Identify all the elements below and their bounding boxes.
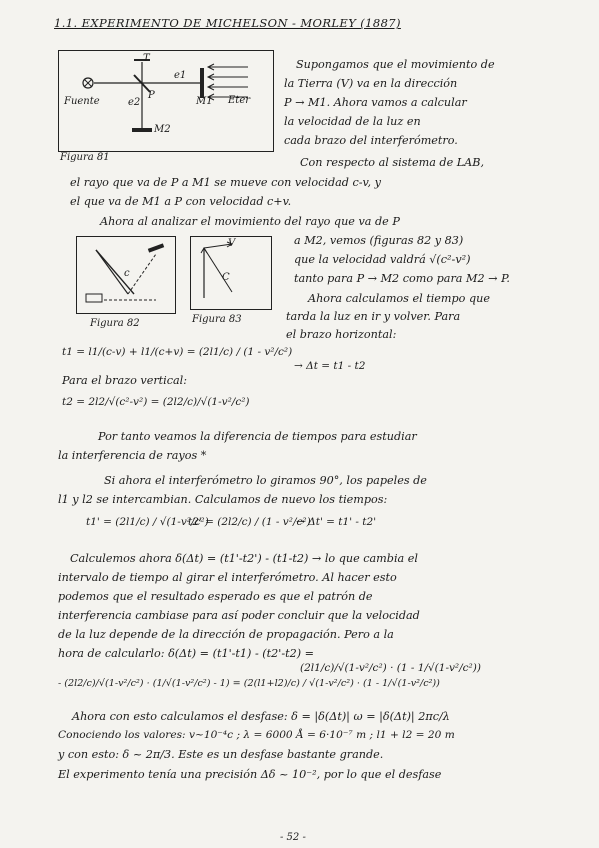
text-line: Para el brazo vertical: xyxy=(62,374,188,387)
page-title: 1.1. EXPERIMENTO DE MICHELSON - MORLEY (1887) xyxy=(54,16,401,30)
text-line: interferencia cambiase para así poder concluir que la velocidad xyxy=(58,609,420,622)
text-line: a M2, vemos (figuras 82 y 83) xyxy=(294,234,464,247)
text-line: el rayo que va de P a M1 se mueve con velocidad c-v, y xyxy=(70,176,381,189)
equation-t2-prime: t2' = (2l2/c) / (1 - v²/c²) xyxy=(188,516,311,528)
fig81-label-e1: e1 xyxy=(174,70,187,81)
equation-delta-t: → Δt = t1 - t2 xyxy=(294,360,366,372)
fig83-caption: Figura 83 xyxy=(192,314,242,325)
text-line: l1 y l2 se intercambian. Calculamos de nuevo los tiempos: xyxy=(58,493,388,506)
text-line: Si ahora el interferómetro lo giramos 90°, los papeles de xyxy=(104,474,427,487)
equation-t1-prime: t1' = (2l1/c) / √(1-v²/c²) xyxy=(86,516,209,528)
fig81-label-P: P xyxy=(148,90,155,101)
text-line: el que va de M1 a P con velocidad c+v. xyxy=(70,195,292,208)
text-line: Con respecto al sistema de LAB, xyxy=(300,156,485,169)
fig82-label-c: c xyxy=(124,268,130,279)
text-line: tarda la luz en ir y volver. Para xyxy=(286,310,461,323)
text-line: cada brazo del interferómetro. xyxy=(284,134,458,147)
text-line: tanto para P → M2 como para M2 → P. xyxy=(294,272,510,285)
equation-t1: t1 = l1/(c-v) + l1/(c+v) = (2l1/c) / (1 - v²/c²) xyxy=(62,346,293,358)
page-number: - 52 - xyxy=(280,832,306,843)
fig81-label-T: T xyxy=(143,53,150,64)
text-line: y con esto: δ ~ 2π/3. Este es un desfase bastante grande. xyxy=(58,748,384,761)
text-line: intervalo de tiempo al girar el interferómetro. Al hacer esto xyxy=(58,571,397,584)
fig81-label-eter: Eter xyxy=(228,95,251,106)
text-line: El experimento tenía una precisión Δδ ~ 10⁻², por lo que el desfase xyxy=(58,768,442,781)
text-line: Supongamos que el movimiento de xyxy=(296,58,495,71)
fig81-label-e2: e2 xyxy=(128,97,141,108)
text-line: la Tierra (V) va en la dirección xyxy=(284,77,458,90)
text-line: Por tanto veamos la diferencia de tiempos para estudiar xyxy=(98,430,417,443)
fig83-label-V: V xyxy=(228,238,236,249)
text-line: la interferencia de rayos * xyxy=(58,449,207,462)
text-line: hora de calcularlo: δ(Δt) = (t1'-t1) - (t2'-t2) = xyxy=(58,647,315,660)
text-line: Conociendo los valores: v~10⁻⁴c ; λ = 6000 Å = 6·10⁻⁷ m ; l1 + l2 = 20 m xyxy=(58,729,455,741)
equation-delta-t-prime: → Δt' = t1' - t2' xyxy=(296,516,377,528)
text-line: Ahora con esto calculamos el desfase: δ = |δ(Δt)| ω = |δ(Δt)| 2πc/λ xyxy=(72,710,450,723)
text-line: la velocidad de la luz en xyxy=(284,115,421,128)
equation-sum-1: (2l1/c)/√(1-v²/c²) · (1 - 1/√(1-v²/c²)) xyxy=(300,662,481,674)
text-line: Ahora calculamos el tiempo que xyxy=(308,292,490,305)
text-line: podemos que el resultado esperado es que el patrón de xyxy=(58,590,373,603)
fig82-caption: Figura 82 xyxy=(90,318,140,329)
equation-t2: t2 = 2l2/√(c²-v²) = (2l2/c)/√(1-v²/c²) xyxy=(62,396,250,408)
text-line: el brazo horizontal: xyxy=(286,328,397,341)
fig81-label-M1: M1 xyxy=(196,96,213,107)
text-line: de la luz depende de la dirección de propagación. Pero a la xyxy=(58,628,394,641)
fig81-caption: Figura 81 xyxy=(60,152,110,163)
fig81-label-fuente: Fuente xyxy=(64,96,100,107)
text-line: que la velocidad valdrá √(c²-v²) xyxy=(294,253,471,266)
text-line: P → M1. Ahora vamos a calcular xyxy=(284,96,467,109)
text-line: Ahora al analizar el movimiento del rayo que va de P xyxy=(100,215,400,228)
fig81-label-M2: M2 xyxy=(154,124,171,135)
equation-sum-2: - (2l2/c)/√(1-v²/c²) · (1/√(1-v²/c²) - 1) = (2(l1+l2)/c) / √(1-v²/c²) · (1 - 1/√(1-v²/c²)) xyxy=(58,678,440,689)
fig83-label-C: C xyxy=(222,272,230,283)
text-line: Calculemos ahora δ(Δt) = (t1'-t2') - (t1-t2) → lo que cambia el xyxy=(70,552,418,565)
